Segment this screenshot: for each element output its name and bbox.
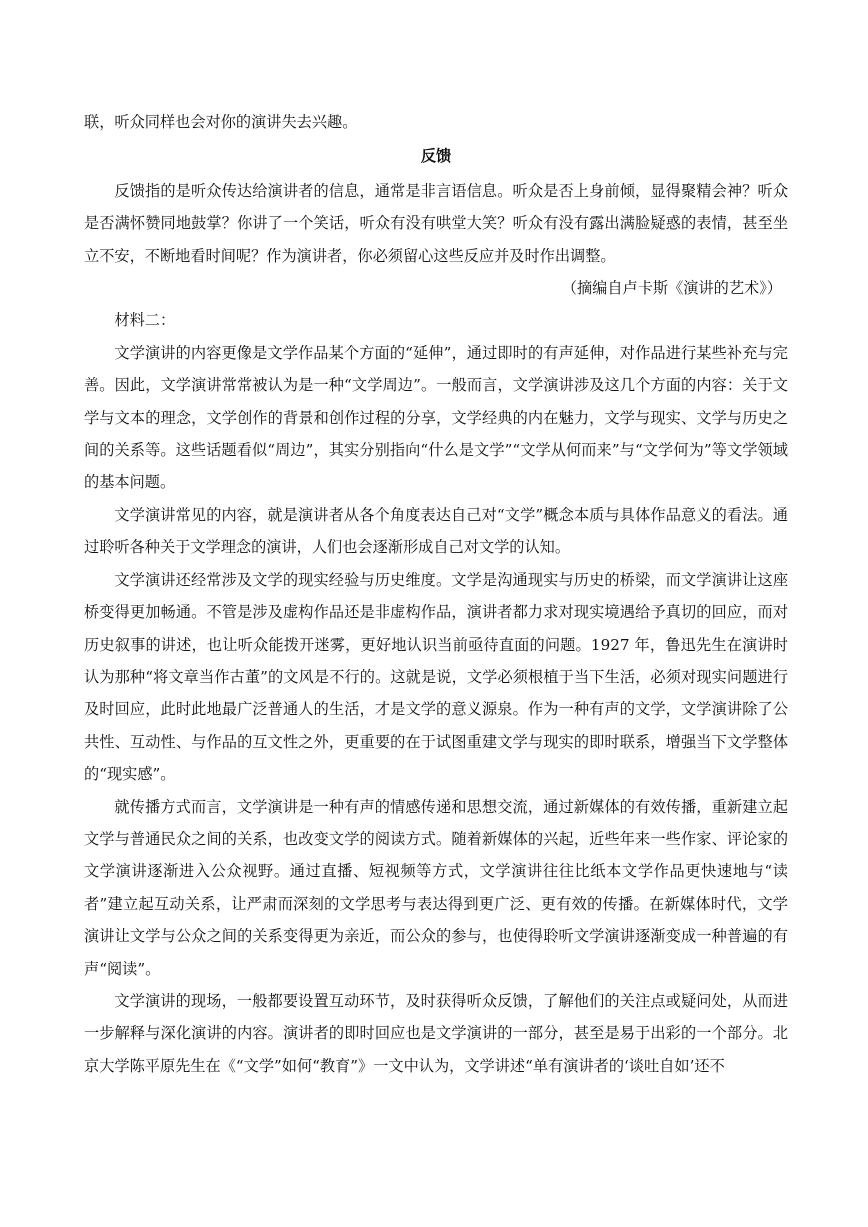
material-label: 材料二： xyxy=(114,311,176,330)
document-page xyxy=(84,106,788,1082)
body-paragraph: 文学演讲的现场，一般都要设置互动环节，及时获得听众反馈，了解他们的关注点或疑问处，从而进一步解释与深化演讲的内容。演讲者的即时回应也是文学演讲的一部分，甚至是易于出彩的一个部分。北京大学陈平原先生在《“文学”如何“教育”》一文中认为，文学讲述“单有演讲者的‘谈吐自如’还不 xyxy=(84,991,788,1075)
continued-paragraph: 联，听众同样也会对你的演讲失去兴趣。 xyxy=(84,113,358,131)
source-citation: （摘编自卢卡斯《演讲的艺术》） xyxy=(561,279,782,298)
body-paragraph: 就传播方式而言，文学演讲是一种有声的情感传递和思想交流，通过新媒体的有效传播，重新建立起文学与普通民众之间的关系，也改变文学的阅读方式。随着新媒体的兴起，近些年来一些作家、评论家的文学演讲逐渐进入公众视野。通过直播、短视频等方式，文学演讲往往比纸本文学作品更快速地与“读者”建立起互动关系，让严肃而深刻的文学思考与表达得到更广泛、更有效的传播。在新媒体时代，文学演讲让文学与公众之间的关系变得更为亲近，而公众的参与，也使得聆听文学演讲逐渐变成一种普遍的有声“阅读”。 xyxy=(84,797,788,978)
body-paragraph: 文学演讲还经常涉及文学的现实经验与历史维度。文学是沟通现实与历史的桥梁，而文学演讲让这座桥变得更加畅通。不管是涉及虚构作品还是非虚构作品，演讲者都力求对现实境遇给予真切的回应，而对历史叙事的讲述，也让听众能拨开迷雾，更好地认识当前亟待直面的问题。1927 年，鲁迅先生在演讲时认为那种“将文章当作古董”的文风是不行的。这就是说，文学必须根植于当下生活，必须对现实问题进行及时回应，此时此地最广泛普通人的生活，才是文学的意义源泉。作为一种有声的文学，文学演讲除了公共性、互动性、与作品的互文性之外，更重要的在于试图重建文学与现实的即时联系，增强当下文学整体的“现实感”。 xyxy=(84,570,788,784)
section-heading: 反馈 xyxy=(420,147,452,166)
body-paragraph: 文学演讲常见的内容，就是演讲者从各个角度表达自己对“文学”概念本质与具体作品意义的看法。通过聆听各种关于文学理念的演讲，人们也会逐渐形成自己对文学的认知。 xyxy=(84,505,788,557)
feedback-paragraph: 反馈指的是听众传达给演讲者的信息，通常是非言语信息。听众是否上身前倾，显得聚精会神？听众是否满怀赞同地鼓掌？你讲了一个笑话，听众有没有哄堂大笑？听众有没有露出满脸疑惑的表情，甚至坐立不安，不断地看时间呢？作为演讲者，你必须留心这些反应并及时作出调整。 xyxy=(84,181,788,265)
body-paragraph: 文学演讲的内容更像是文学作品某个方面的“延伸”，通过即时的有声延伸，对作品进行某些补充与完善。因此，文学演讲常常被认为是一种“文学周边”。一般而言，文学演讲涉及这几个方面的内容：关于文学与文本的理念，文学创作的背景和创作过程的分享，文学经典的内在魅力，文学与现实、文学与历史之间的关系等。这些话题看似“周边”，其实分别指向“什么是文学”“文学从何而来”与“文学何为”等文学领域的基本问题。 xyxy=(84,343,788,492)
